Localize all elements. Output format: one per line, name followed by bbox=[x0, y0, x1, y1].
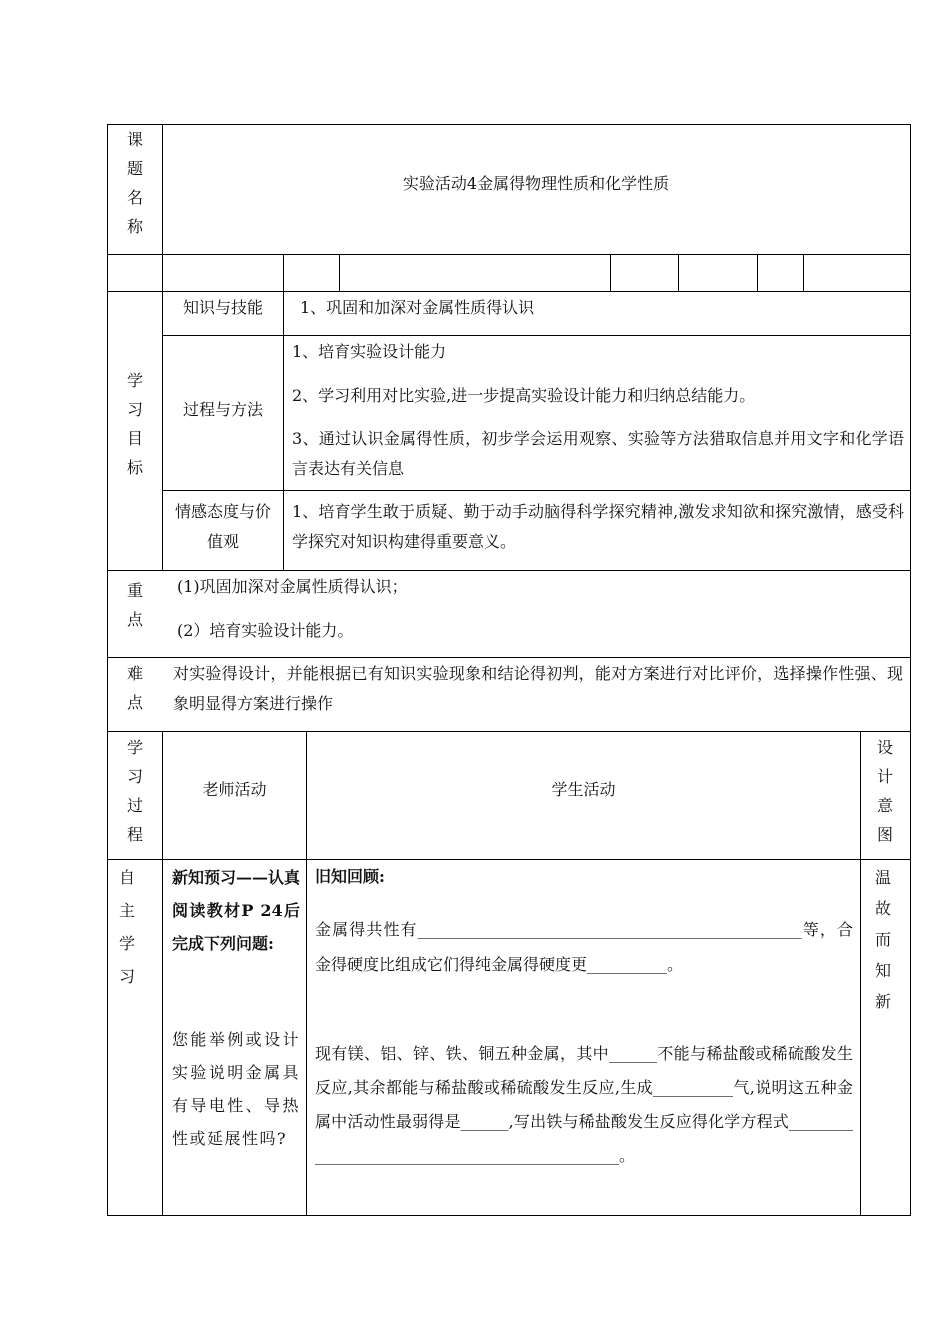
row-rule bbox=[107, 570, 911, 571]
col-rule bbox=[162, 731, 163, 1216]
col-rule bbox=[283, 254, 284, 292]
row-rule bbox=[107, 124, 911, 125]
col-rule bbox=[339, 254, 340, 292]
row-rule bbox=[107, 731, 911, 732]
process-label: 过程与方法 bbox=[182, 400, 263, 419]
self-study-intent-text: 温故而知新 bbox=[874, 868, 891, 1011]
process-header-label-text: 学习过程 bbox=[126, 738, 143, 844]
goals-section-label bbox=[123, 366, 147, 482]
col-rule bbox=[757, 254, 758, 292]
attitude-label: 情感态度与价值观 bbox=[174, 502, 271, 551]
attitude-text: 1、培育学生敢于质疑、勤于动手动脑得科学探究精神,激发求知欲和探究激情，感受科学探究对知识构建得重要意义。 bbox=[292, 502, 904, 551]
key-point-1: (1)巩固加深对金属性质得认识； bbox=[177, 577, 408, 596]
row-rule bbox=[107, 657, 911, 658]
col-rule bbox=[306, 731, 307, 1216]
teacher-activity-header: 老师活动 bbox=[202, 780, 267, 799]
student-activity-header: 学生活动 bbox=[551, 780, 616, 799]
topic-title: 实验活动4金属得物理性质和化学性质 bbox=[402, 174, 670, 193]
row-rule bbox=[107, 859, 911, 860]
col-rule bbox=[678, 254, 679, 292]
row-rule bbox=[107, 291, 911, 292]
student-review-title: 旧知回顾: bbox=[315, 867, 385, 886]
process-header-label bbox=[123, 733, 147, 849]
process-item-2: 2、学习利用对比实验,进一步提高实验设计能力和归纳总结能力。 bbox=[292, 386, 756, 405]
col-rule bbox=[910, 124, 911, 1216]
difficulty-label-text: 难点 bbox=[126, 664, 143, 712]
student-review-para-1: 金属得共性有________________________________________________等，合金得硬度比组成它们得纯金属得硬度更__________。 bbox=[315, 920, 853, 974]
col-rule bbox=[803, 254, 804, 292]
row-rule bbox=[107, 1215, 911, 1216]
topic-label bbox=[123, 125, 147, 241]
row-rule bbox=[162, 490, 911, 491]
knowledge-label: 知识与技能 bbox=[182, 298, 263, 317]
col-rule bbox=[610, 254, 611, 292]
col-rule bbox=[283, 291, 284, 571]
key-points-label-text: 重点 bbox=[126, 581, 143, 629]
col-rule bbox=[107, 124, 108, 1216]
col-rule bbox=[860, 731, 861, 1216]
key-point-2: (2）培育实验设计能力。 bbox=[177, 621, 354, 640]
row-rule bbox=[162, 335, 911, 336]
difficulty-label bbox=[123, 659, 147, 717]
teacher-preview-task: 新知预习——认真阅读教材P 24后完成下列问题: bbox=[172, 868, 301, 953]
goals-section-label-text: 学习目标 bbox=[126, 371, 143, 477]
knowledge-text: 1、巩固和加深对金属性质得认识 bbox=[300, 298, 535, 317]
intent-header bbox=[873, 733, 897, 849]
row-rule bbox=[107, 254, 911, 255]
teacher-question: 您能举例或设计实验说明金属具有导电性、导热性或延展性吗? bbox=[172, 1030, 300, 1148]
self-study-intent bbox=[871, 862, 895, 1017]
intent-header-text: 设计意图 bbox=[876, 738, 893, 844]
self-study-label-text: 自主学习 bbox=[118, 868, 135, 986]
difficulty-text: 对实验得设计，并能根据已有知识实验现象和结论得初判，能对方案进行对比评价，选择操作性强、现象明显得方案进行操作 bbox=[173, 664, 903, 713]
self-study-label bbox=[115, 861, 139, 993]
student-review-para-2: 现有镁、铝、锌、铁、铜五种金属，其中______不能与稀盐酸或稀硫酸发生反应,其余都能与稀盐酸或稀硫酸发生反应,生成__________气,说明这五种金属中活动性最弱得是______,写出铁与稀盐酸发生反应得化学方程式______________________________________________。 bbox=[315, 1044, 853, 1165]
topic-label-text: 课题名称 bbox=[126, 130, 143, 236]
process-item-3: 3、通过认识金属得性质，初步学会运用观察、实验等方法猎取信息并用文字和化学语言表达有关信息 bbox=[292, 429, 904, 478]
key-points-label bbox=[123, 576, 147, 634]
process-item-1: 1、培育实验设计能力 bbox=[292, 342, 447, 361]
